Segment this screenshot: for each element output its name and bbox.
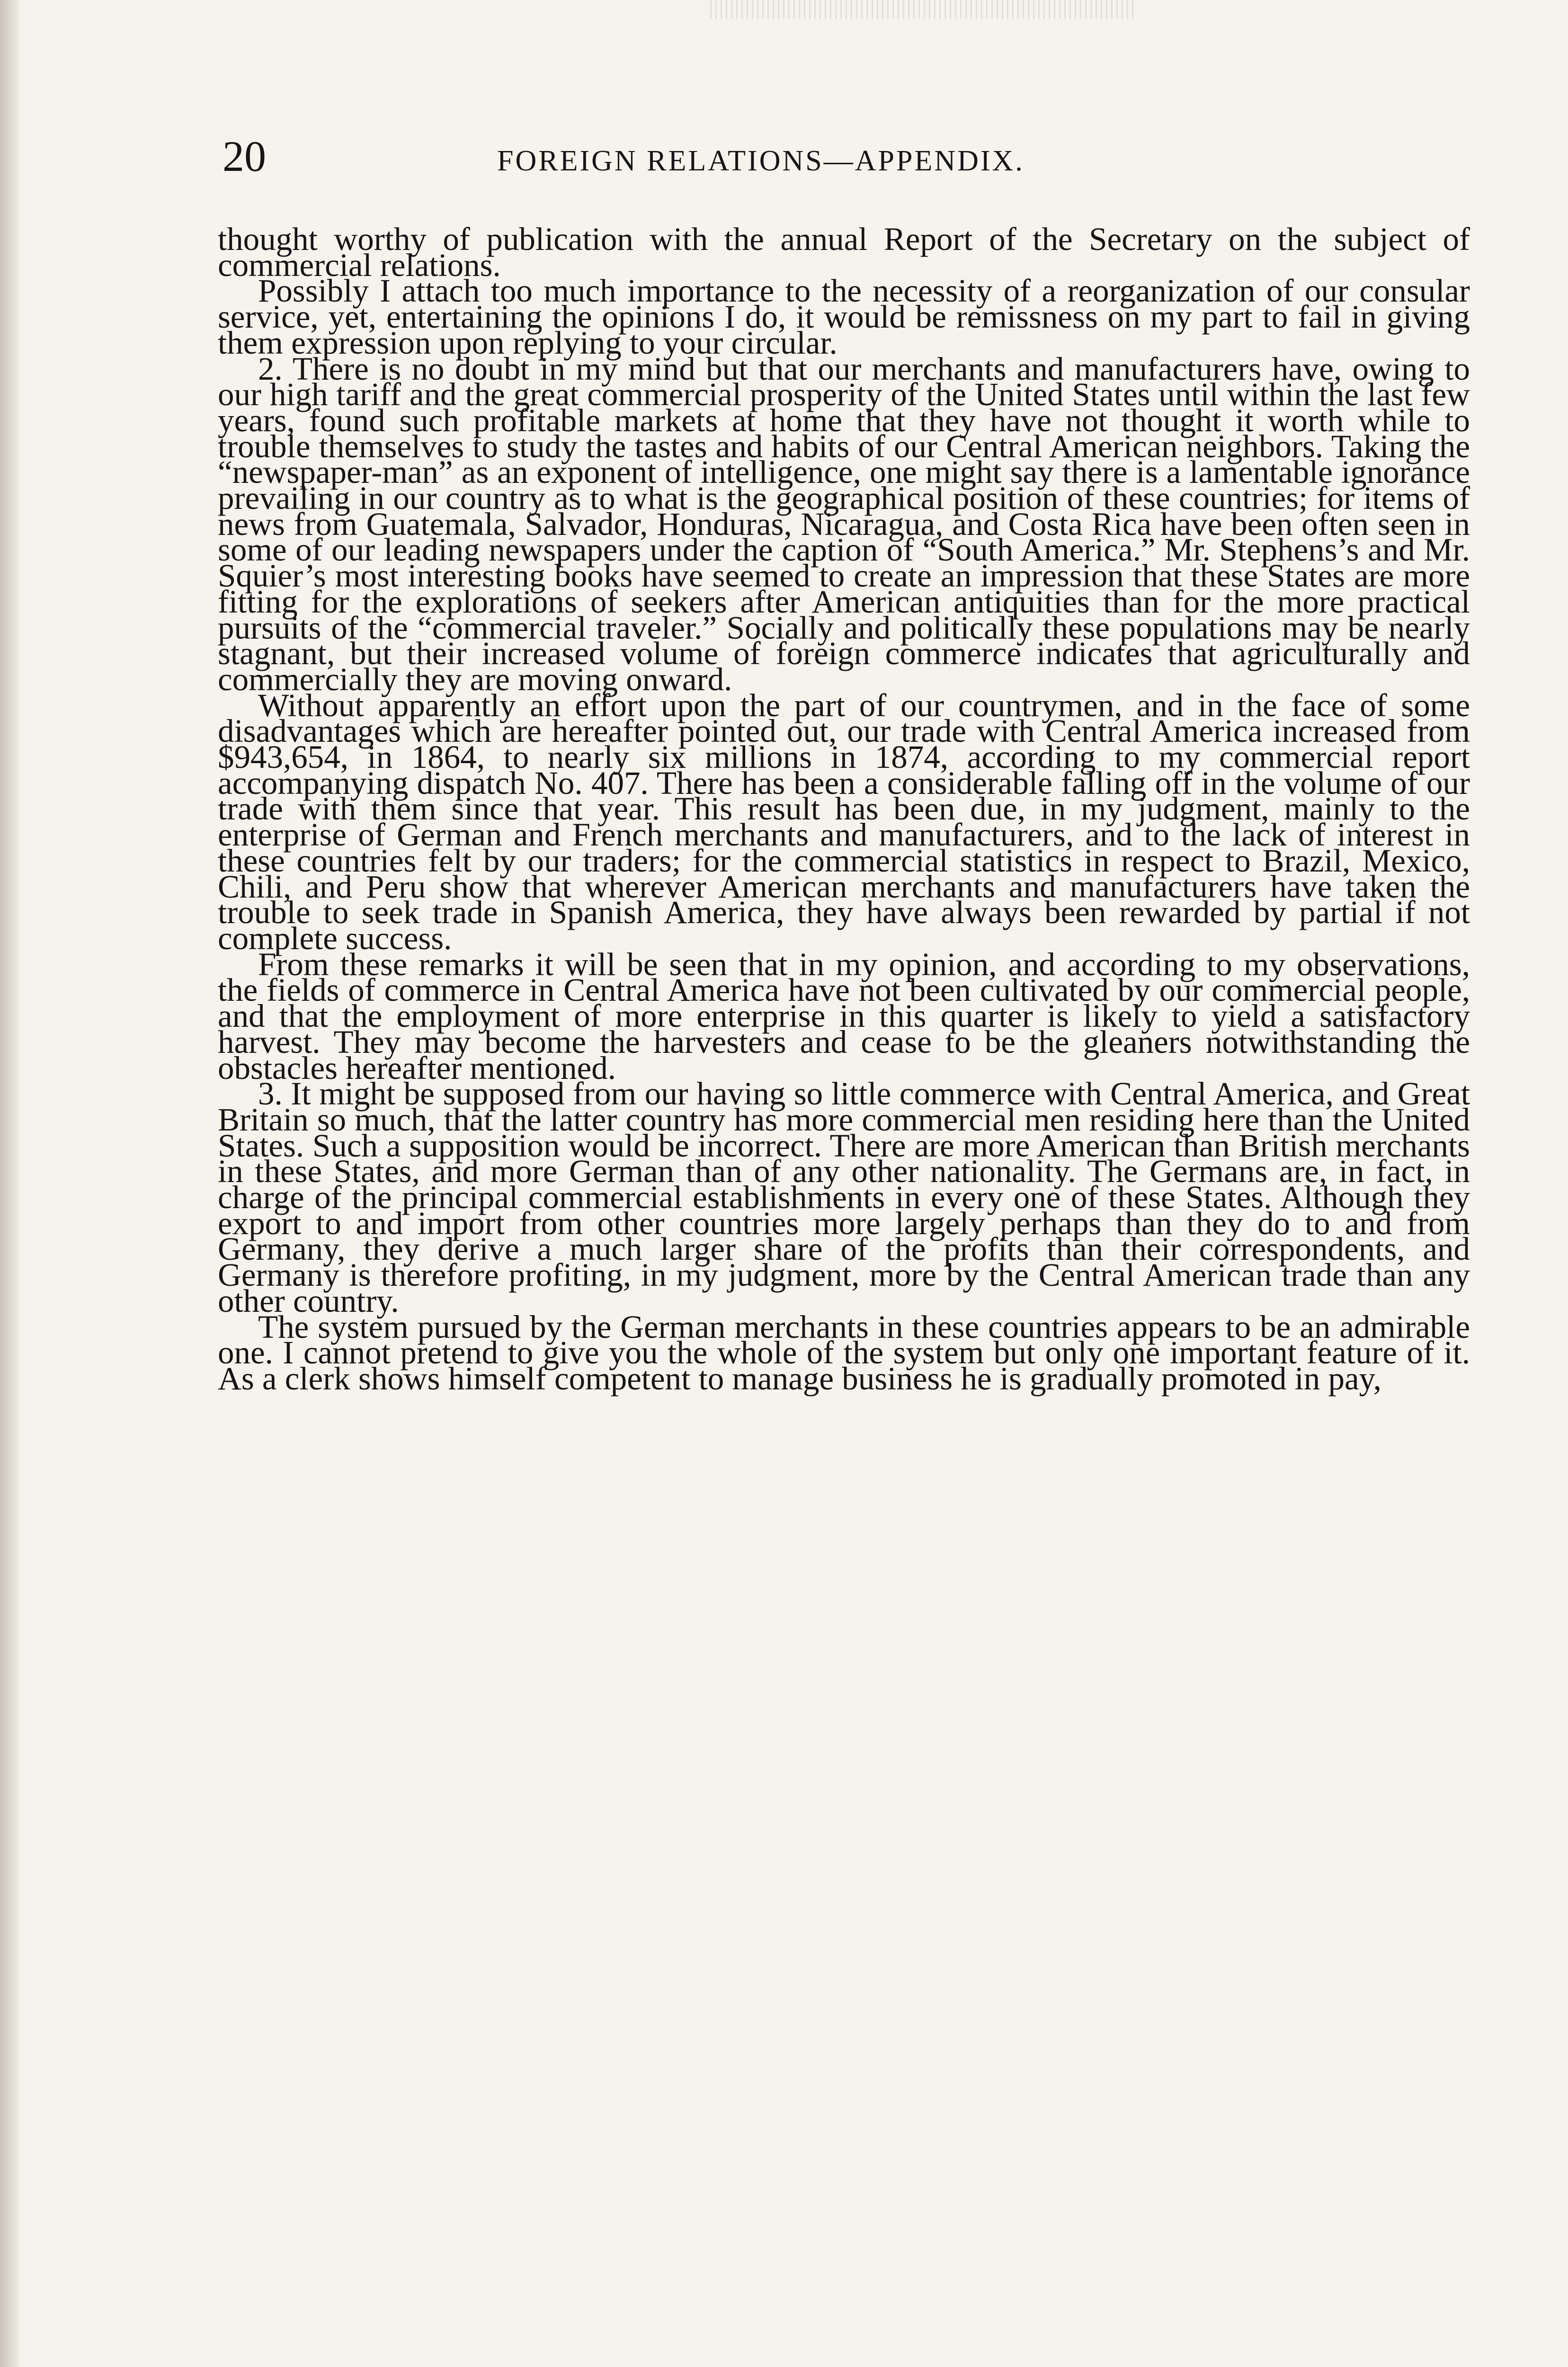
page-header xyxy=(223,128,1472,185)
paragraph-remarks: From these remarks it will be seen that in my opinion, and according to my observations, the fields of commerce in Central America have not been cultivated by our commercial people, and that the employment of more enterprise in this quarter is likely to yield a satisfactory harvest. They may become the harvesters and cease to be the gleaners notwithstanding the obstacles hereafter mentioned. xyxy=(218,946,1470,1086)
scan-speckle xyxy=(710,0,1136,19)
page-binding-edge xyxy=(0,0,19,2367)
body-text xyxy=(218,221,1470,1397)
page-number: 20 xyxy=(223,132,266,180)
paragraph-german-system: The system pursued by the German merchants in these countries appears to be an admirable one. I cannot pretend to give you the whole of the system but only one important feature of it. As a clerk shows himself competent to manage business he is gradually promoted in pay, xyxy=(218,1308,1470,1397)
paragraph-consular-service: Possibly I attach too much importance to the necessity of a reorganization of our consular service, yet, entertaining the opinions I do, it would be remissness on my part to fail in giving them expression upon replying to your circular. xyxy=(218,273,1470,361)
paragraph-point-2: 2. There is no doubt in my mind but that our merchants and manufacturers have, owing to our high tariff and the great commercial prosperity of the United States until within the last few years, found such profitable markets at home that they have not thought it worth while to trouble themselves to study the tastes and habits of our Central American neighbors. Taking the “newspaper-man” as an exponent of intelligence, one might say there is a lamentable ignorance prevailing in our country as to what is the geographical position of these countries; for items of news from Guatemala, Salvador, Honduras, Nicaragua, and Costa Rica have been often seen in some of our leading newspapers under the caption of “South America.” Mr. Stephens’s and Mr. Squier’s most interesting books have seemed to create an impression that these States are more fitting for the explorations of seekers after American antiquities than for the more practical pursuits of the “commercial traveler.” Socially and politically these populations may be nearly stagnant, but their increased volume of foreign commerce indicates that agriculturally and commercially they are moving onward. xyxy=(218,350,1470,697)
running-head: FOREIGN RELATIONS—APPENDIX. xyxy=(497,145,1025,177)
paragraph-point-3: 3. It might be supposed from our having so little commerce with Central America, and Great Britain so much, that the latter country has more commercial men residing here than the United States. Such a supposition would be incorrect. There are more American than British merchants in these States, and more German than of any other nationality. The Germans are, in fact, in charge of the principal commercial establishments in every one of these States. Although they export to and import from other countries more largely perhaps than they do to and from Germany, they derive a much larger share of the profits than their correspondents, and Germany is therefore profiting, in my judgment, more by the Central American trade than any other country. xyxy=(218,1076,1470,1319)
paragraph-trade-figures: Without apparently an effort upon the part of our countrymen, and in the face of some disadvantages which are hereafter pointed out, our trade with Central America increased from $943,654, in 1864, to nearly six millions in 1874, according to my commercial report accompanying dispatch No. 407. There has been a considerable falling off in the volume of our trade with them since that year. This result has been due, in my judgment, mainly to the enterprise of German and French merchants and manufacturers, and to the lack of interest in these countries felt by our traders; for the commercial statistics in respect to Brazil, Mexico, Chili, and Peru show that wherever American merchants and manufacturers have taken the trouble to seek trade in Spanish America, they have always been rewarded by partial if not complete success. xyxy=(218,687,1470,956)
paragraph-continuation: thought worthy of publication with the annual Report of the Secretary on the subject of commercial relations. xyxy=(218,221,1470,283)
